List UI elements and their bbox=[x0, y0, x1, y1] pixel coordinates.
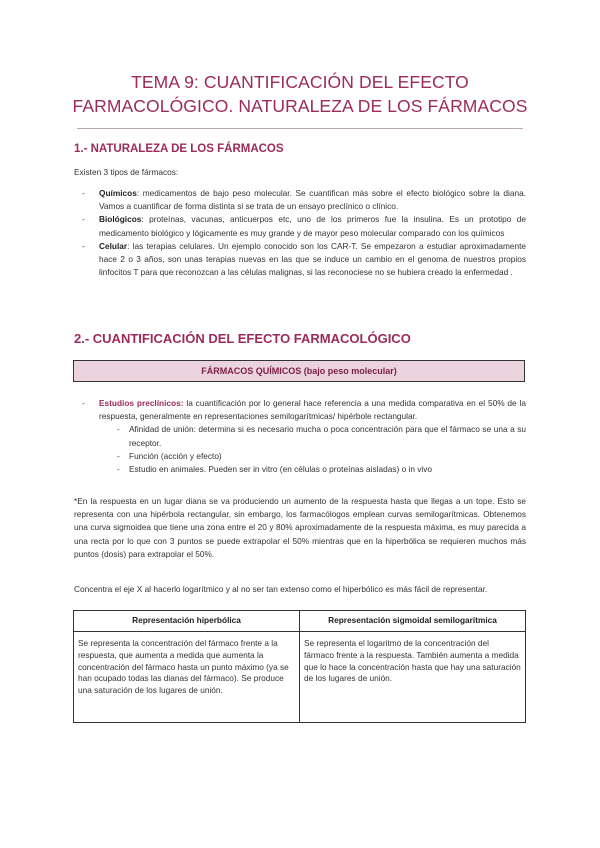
item-term: Biológicos bbox=[99, 214, 142, 225]
sub-list bbox=[99, 423, 526, 476]
title-line-1: TEMA 9: CUANTIFICACIÓN DEL EFECTO bbox=[131, 72, 469, 92]
list-item: - Biológicos: proteínas, vacunas, anticuerpos etc, uno de los primeros fue la insulina. Es un prototipo de medicamento biológico y lógicamente es muy grande y de mayor peso molecular comparado con los químicos bbox=[82, 214, 526, 238]
section-1-heading: 1.- NATURALEZA DE LOS FÁRMACOS bbox=[74, 143, 284, 155]
sub-item: - Función (acción y efecto) bbox=[117, 450, 222, 461]
table-cell: Se representa la concentración del fármaco frente a la respuesta, que aumenta a medida que aumenta la concentración del fármaco hasta un punto máximo (ya se han ocupado todas las dianas del fármaco). Se produce una saturación de los lugares de unión. bbox=[74, 632, 300, 723]
section-2-heading: 2.- CUANTIFICACIÓN DEL EFECTO FARMACOLÓGICO bbox=[74, 331, 411, 346]
log-axis-note: Concentra el eje X al hacerlo logarítmico y al no ser tan extenso como el hiperbólico es más fácil de representar. bbox=[74, 584, 488, 594]
sub-item: - Afinidad de unión: determina si es necesario mucha o poca concentración para que el fármaco se una a su receptor. bbox=[117, 424, 526, 448]
title-divider bbox=[77, 128, 523, 129]
title-line-2: FARMACOLÓGICO. NATURALEZA DE LOS FÁRMACOS bbox=[72, 96, 528, 116]
chemical-drugs-box: FÁRMACOS QUÍMICOS (bajo peso molecular) bbox=[73, 360, 525, 382]
preclinical-studies bbox=[74, 397, 526, 476]
item-text: : las terapias celulares. Un ejemplo conocido son los CAR-T. Se empezaron a estudiar aproximadamente hace 2 o 3 años, son unas terapias nuevas en las que se induce un cambio en el genoma de nuestros propios linfocitos T para que reconozcan a las células malignas, si las reconociese no se hubiera creado la enfermedad . bbox=[99, 240, 526, 278]
column-header: Representación hiperbólica bbox=[74, 611, 300, 632]
studies-term: Estudios preclínicos: bbox=[99, 398, 184, 408]
document-title bbox=[60, 70, 540, 118]
item-term: Químicos bbox=[99, 188, 137, 198]
section-1-intro: Existen 3 tipos de fármacos: bbox=[74, 167, 179, 177]
list-item: - Estudios preclínicos: la cuantificación por lo general hace referencia a una medida comparativa en el 50% de la respuesta, generalmente en representaciones semilogarítmicas/ hipérbole rectangular. - Afinidad de unión: determina si es necesario mucha o poca concentración para que el fármaco se una a su receptor. - Función (acción y efecto) - Estudio en animales. Pueden ser in vitro (en células o proteínas aisladas) o in vivo bbox=[74, 397, 526, 476]
drug-types-list bbox=[74, 187, 526, 279]
table-row bbox=[74, 632, 526, 723]
item-text: : medicamentos de bajo peso molecular. Se cuantifican más sobre el efecto biológico sobre la diana. Vamos a cuantificar de forma distinta si se trata de un ensayo preclínico o clínico. bbox=[99, 188, 526, 212]
list-item: - Celular: las terapias celulares. Un ejemplo conocido son los CAR-T. Se empezaron a estudiar aproximadamente hace 2 o 3 años, son unas terapias nuevas en las que se induce un cambio en el genoma de nuestros propios linfocitos T para que reconozcan a las células malignas, si las reconociese no se hubiera creado la enfermedad . bbox=[82, 240, 526, 278]
comparison-table bbox=[73, 610, 526, 723]
item-text: : proteínas, vacunas, anticuerpos etc, uno de los primeros fue la insulina. Es un prototipo de medicamento biológico y lógicamente es muy grande y de mayor peso molecular comparado con los químicos bbox=[99, 214, 526, 238]
studies-text: la cuantificación por lo general hace referencia a una medida comparativa en el 50% de la respuesta, generalmente en representaciones semilogarítmicas/ hipérbole rectangular. bbox=[99, 398, 526, 422]
response-note: *En la respuesta en un lugar diana se va produciendo un aumento de la respuesta hasta que llegas a un tope. Esto se representa con una hipérbola rectangular, sin embargo, los farmacólogos emplean curvas semilogarítmicas. Obtenemos una curva sigmoidea que tiene una zona entre el 20 y 80% aproximadamente de la respuesta máxima, es muy parecida a una recta por lo que con 3 puntos se puede extrapolar el 50% mientras que en la hiperbólica se requieren muchos más puntos (dosis) para extrapolar el 50%. bbox=[74, 496, 526, 559]
list-item: - Químicos: medicamentos de bajo peso molecular. Se cuantifican más sobre el efecto biológico sobre la diana. Vamos a cuantificar de forma distinta si se trata de un ensayo preclínico o clínico. bbox=[82, 188, 526, 212]
table-header-row bbox=[74, 611, 526, 632]
table-cell: Se representa el logaritmo de la concentración del fármaco frente a la respuesta. También aumenta a medida que lo hace la concentración hasta que hay una saturación de los lugares de unión. bbox=[300, 632, 526, 723]
column-header: Representación sigmoidal semilogarítmica bbox=[300, 611, 526, 632]
item-term: Celular bbox=[99, 240, 128, 251]
sub-item: - Estudio en animales. Pueden ser in vitro (en células o proteínas aisladas) o in vivo bbox=[117, 464, 433, 475]
